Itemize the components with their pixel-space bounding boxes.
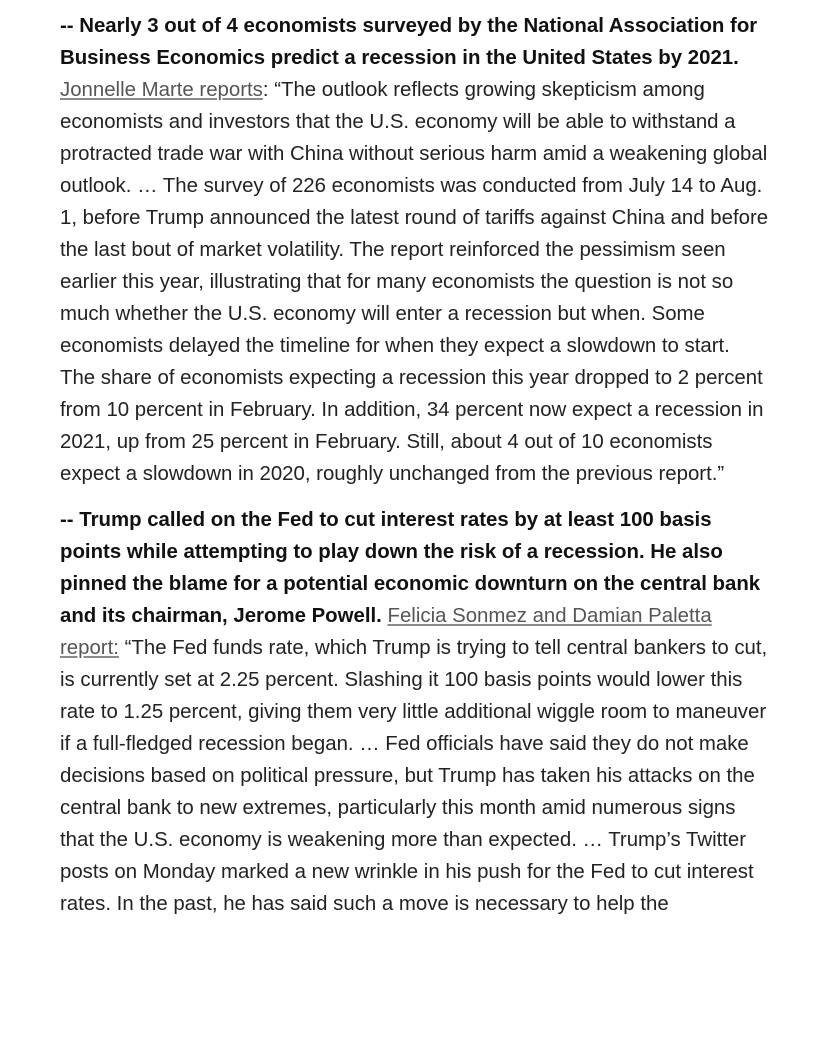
article-body: “The Fed funds rate, which Trump is trying to tell central bankers to cut, is currently set at 2.25 percent. Slashing it 100 basis points would lower this rate to 1.25 percent, giving them very little additional wiggle room to maneuver if a full-fledged recession began. … Fed officials have said they do not make decisions based on political pressure, but Trump has taken his attacks on the central bank to new extremes, particularly this month amid numerous signs that the U.S. economy is weakening more than expected. … Trump’s Twitter posts on Monday marked a new wrinkle in his push for the Fed to cut interest rates. In the past, he has said such a move is necessary to help the (60, 637, 768, 915)
article-body: : “The outlook reflects growing skepticism among economists and investors that the U.S. economy will be able to withstand a protracted trade war with China without serious harm amid a weakening global outlook. … The survey of 226 economists was conducted from July 14 to Aug. 1, before Trump announced the latest round of tariffs against China and before the last bout of market volatility. The report reinforced the pessimism seen earlier this year, illustrating that for many economists the question is not so much whether the U.S. economy will enter a recession but when. Some economists delayed the timeline for when they expect a slowdown to start. The share of economists expecting a recession this year dropped to 2 percent from 10 percent in February. In addition, 34 percent now expect a recession in 2021, up from 25 percent in February. Still, about 4 out of 10 economists expect a slowdown in 2020, roughly unchanged from the previous report.” (60, 79, 769, 485)
source-link[interactable]: Jonnelle Marte reports (60, 79, 263, 101)
article-lead: -- Trump called on the Fed to cut interest rates by at least 100 basis points while attempting to play down the risk of a recession. He also pinned the blame for a potential economic downturn on the central bank and its chairman, Jerome Powell. (60, 509, 761, 627)
article-item-fed-rates (60, 504, 770, 920)
source-link[interactable]: Felicia Sonmez and Damian Paletta report: (60, 605, 712, 659)
article-item-recession-survey (60, 10, 770, 490)
newsletter-page (60, 10, 770, 934)
article-lead: -- Nearly 3 out of 4 economists surveyed by the National Association for Business Economics predict a recession in the United States by 2021. (60, 15, 758, 69)
